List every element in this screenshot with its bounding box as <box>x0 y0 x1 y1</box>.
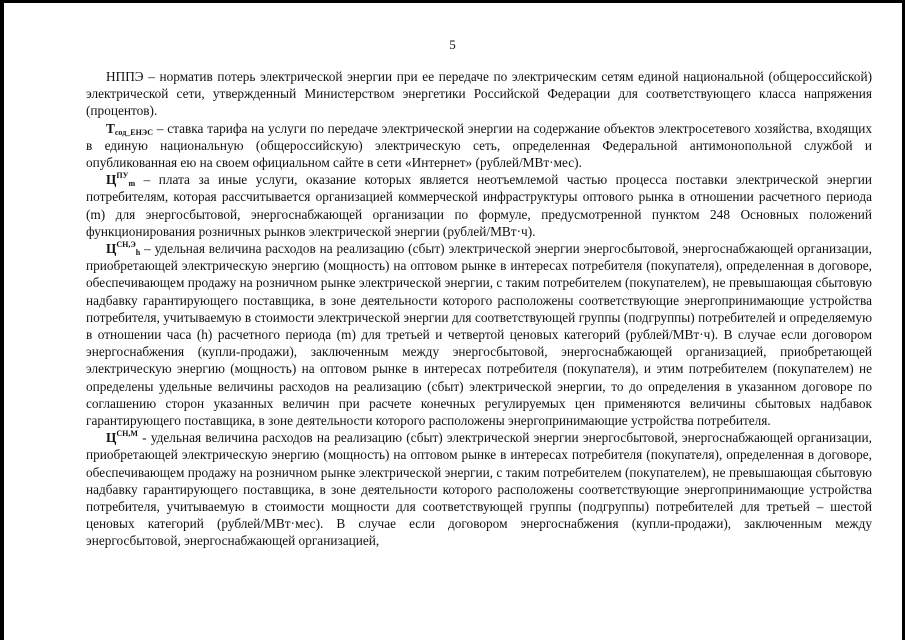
paragraph-capacity-sales-cost <box>86 429 872 549</box>
paragraph-text: - удельная величина расходов на реализацию (сбыт) электрической энергии энергосбытовой, энергоснабжающей организации, приобретающей электрическую энергию (мощность) на оптовом рынке в интересах потребителя (покупателя), определенная в договоре, обеспечивающем продажу на розничном рынке электрической энергии, с таким потребителем (покупателем), не превышающая сбытовую надбавку гарантирующего поставщика, в зоне деятельности которого расположены соответствующие энергопринимающие устройства потребителя, учитываемую в стоимости мощности для соответствующей группы (подгруппы) потребителей для третьей – шестой ценовых категорий (рублей/МВт·мес). В случае если договором энергоснабжения (купли-продажи), заключенным между энергосбытовой, энергоснабжающей организацией, <box>86 430 872 549</box>
symbol-main: Ц <box>106 430 117 446</box>
paragraph-tariff-rate <box>86 120 872 172</box>
symbol-superscript: СН,М <box>116 429 138 439</box>
symbol-subscript: сод_ЕНЭС <box>114 127 154 137</box>
scan-border-left <box>0 0 4 640</box>
paragraph-text: НППЭ – норматив потерь электрической энергии при ее передаче по электрическим сетям единой национальной (общероссийской) электрической сети, утвержденный Министерством энергетики Российской Федерации для соответствующего класса напряжения (процентов). <box>86 69 872 119</box>
paragraph-text: – удельная величина расходов на реализацию (сбыт) электрической энергии энергосбытовой, энергоснабжающей организации, приобретающей электрическую энергию (мощность) на оптовом рынке в интересах потребителя (покупателя), определенная в договоре, обеспечивающем продажу на розничном рынке электрической энергии, с таким потребителем (покупателем), не превышающая сбытовую надбавку гарантирующего поставщика, в зоне деятельности которого расположены соответствующие энергопринимающие устройства потребителя, учитываемую в стоимости электрической энергии для соответствующей группы (подгруппы) потребителей и определяемую в отношении часа (h) расчетного периода (m) для третьей и четвертой ценовых категорий (рублей/МВт·ч). В случае если договором энергоснабжения (купли-продажи), заключенным между энергосбытовой, энергоснабжающей организацией, приобретающей электрическую энергию (мощность) на оптовом рынке в интересах потребителя (покупателя), и этим потребителем (покупателем) не определены удельные величины расходов на реализацию (сбыт) электрической энергии, то до определения в указанном договоре по соглашению сторон указанных величин при расчете конечных регулируемых цен применяются величины сбытовых надбавок гарантирующего поставщика, в зоне деятельности которого расположены энергопринимающие устройства потребителя. <box>86 241 872 429</box>
symbol-superscript: ПУ <box>116 171 129 181</box>
symbol-superscript: СН,Э <box>116 240 136 250</box>
paragraph-other-services-fee <box>86 171 872 240</box>
symbol-main: Ц <box>106 241 117 257</box>
paragraph-text: – ставка тарифа на услуги по передаче электрической энергии на содержание объектов электросетевого хозяйства, входящих в единую национальную (общероссийскую) электрическую сеть, определенная Федеральной антимонопольной службой и опубликованная ею на своем официальном сайте в сети «Интернет» (рублей/МВт·мес). <box>86 120 872 171</box>
symbol-subscript: h <box>135 248 141 258</box>
paragraph-energy-sales-cost <box>86 240 872 429</box>
symbol-main: Ц <box>106 172 117 188</box>
symbol-subscript: m <box>128 179 136 189</box>
formula-symbol <box>106 241 140 256</box>
document-body <box>86 68 872 550</box>
paragraph-nppe <box>86 68 872 120</box>
formula-symbol <box>106 172 135 187</box>
formula-symbol <box>106 430 138 445</box>
formula-symbol <box>106 121 153 136</box>
page-number: 5 <box>449 37 456 52</box>
paragraph-text: – плата за иные услуги, оказание которых является неотъемлемой частью процесса поставки электрической энергии потребителям, которая рассчитывается организацией коммерческой инфраструктуры оптового рынка в отношении расчетного периода (m) для энергосбытовой, энергоснабжающей организации по формуле, предусмотренной пунктом 248 Основных положений функционирования розничных рынков электрической энергии (рублей/МВт·ч). <box>86 172 872 239</box>
symbol-main: Т <box>106 120 115 136</box>
scan-border-top <box>0 0 905 3</box>
